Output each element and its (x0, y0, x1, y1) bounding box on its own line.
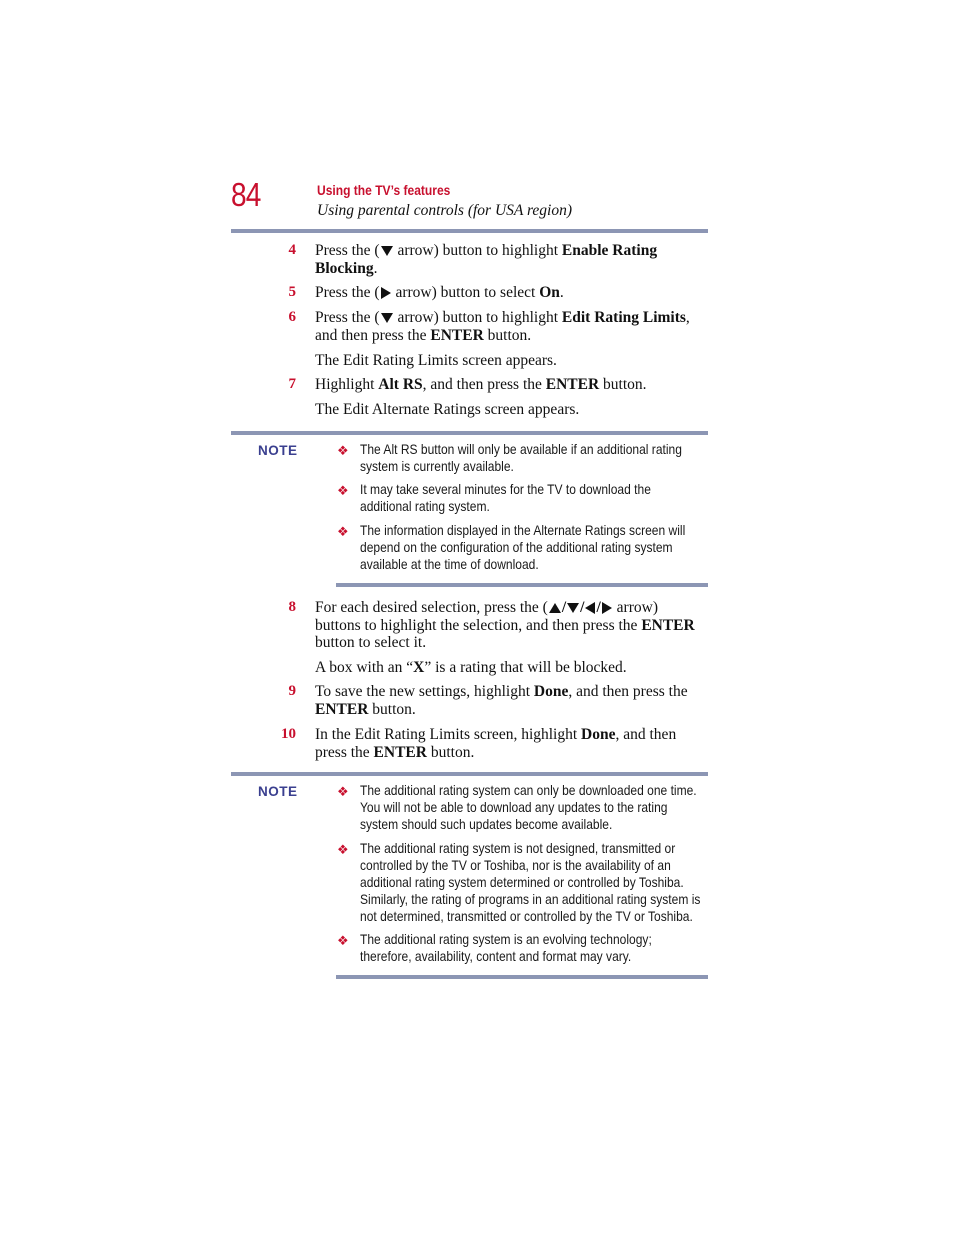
note-item: The additional rating system is an evolving technology; therefore, availability, content and format may vary. (360, 931, 652, 964)
note-item: The Alt RS button will only be available if an additional rating system is currently available. (360, 441, 682, 474)
step-result: The Edit Rating Limits screen appears. (315, 352, 557, 369)
note-bottom-rule (336, 583, 708, 587)
step-text: Press the ( arrow) button to highlight Edit Rating Limits, and then press the ENTER button. (315, 309, 690, 344)
step-text: Press the ( arrow) button to highlight Enable Rating Blocking. (315, 242, 658, 277)
chapter-title: Using the TV’s features (317, 182, 451, 198)
note-label: NOTE (258, 443, 298, 458)
step-text: To save the new settings, highlight Done, and then press the ENTER button. (315, 683, 688, 718)
bullet-icon: ❖ (337, 443, 349, 458)
step-number: 7 (288, 376, 296, 392)
note-top-rule (231, 772, 708, 776)
note-item: The additional rating system is not designed, transmitted or controlled by the TV or Toshiba, nor is the availability of an additional rating system determined or controlled by Toshiba. Similarly, the rating of programs in an additional rating system is not determined, transmitted or controlled by the TV or Toshiba. (360, 840, 701, 924)
note-item: The additional rating system can only be downloaded one time. You will not be able to download any updates to the rating system should such updates become available. (360, 782, 697, 832)
step-result: The Edit Alternate Ratings screen appears. (315, 401, 580, 418)
step-number: 9 (288, 683, 296, 699)
page-number: 84 (231, 176, 261, 213)
down-arrow-icon (567, 603, 579, 613)
section-title: Using parental controls (for USA region) (317, 202, 573, 219)
note-top-rule (231, 431, 708, 435)
bullet-icon: ❖ (337, 842, 349, 857)
left-arrow-icon (585, 602, 595, 614)
note-bottom-rule (336, 975, 708, 979)
up-arrow-icon (549, 603, 561, 613)
step-number: 10 (281, 726, 296, 742)
bullet-icon: ❖ (337, 784, 349, 799)
bullet-icon: ❖ (337, 483, 349, 498)
step-number: 4 (288, 242, 296, 258)
step-text: Highlight Alt RS, and then press the ENTER button. (315, 376, 647, 393)
step-text: In the Edit Rating Limits screen, highlight Done, and then press the ENTER button. (315, 726, 677, 761)
step-result: A box with an “X” is a rating that will be blocked. (315, 659, 627, 676)
right-arrow-icon (602, 602, 612, 614)
step-number: 8 (288, 599, 296, 615)
step-text: Press the ( arrow) button to select On. (315, 284, 564, 301)
down-arrow-icon (381, 246, 393, 256)
bullet-icon: ❖ (337, 524, 349, 539)
step-text: For each desired selection, press the ( / / / arrow) buttons to highlight the selection, and then press the ENTER button to select it. (315, 599, 695, 651)
note-item: The information displayed in the Alternate Ratings screen will depend on the configuration of the additional rating system available at the time of download. (360, 522, 686, 572)
note-label: NOTE (258, 784, 298, 799)
step-number: 6 (288, 309, 296, 325)
note-item: It may take several minutes for the TV to download the additional rating system. (360, 481, 651, 514)
bullet-icon: ❖ (337, 933, 349, 948)
down-arrow-icon (381, 313, 393, 323)
right-arrow-icon (381, 287, 391, 299)
step-number: 5 (288, 284, 296, 300)
header-rule (231, 229, 708, 233)
